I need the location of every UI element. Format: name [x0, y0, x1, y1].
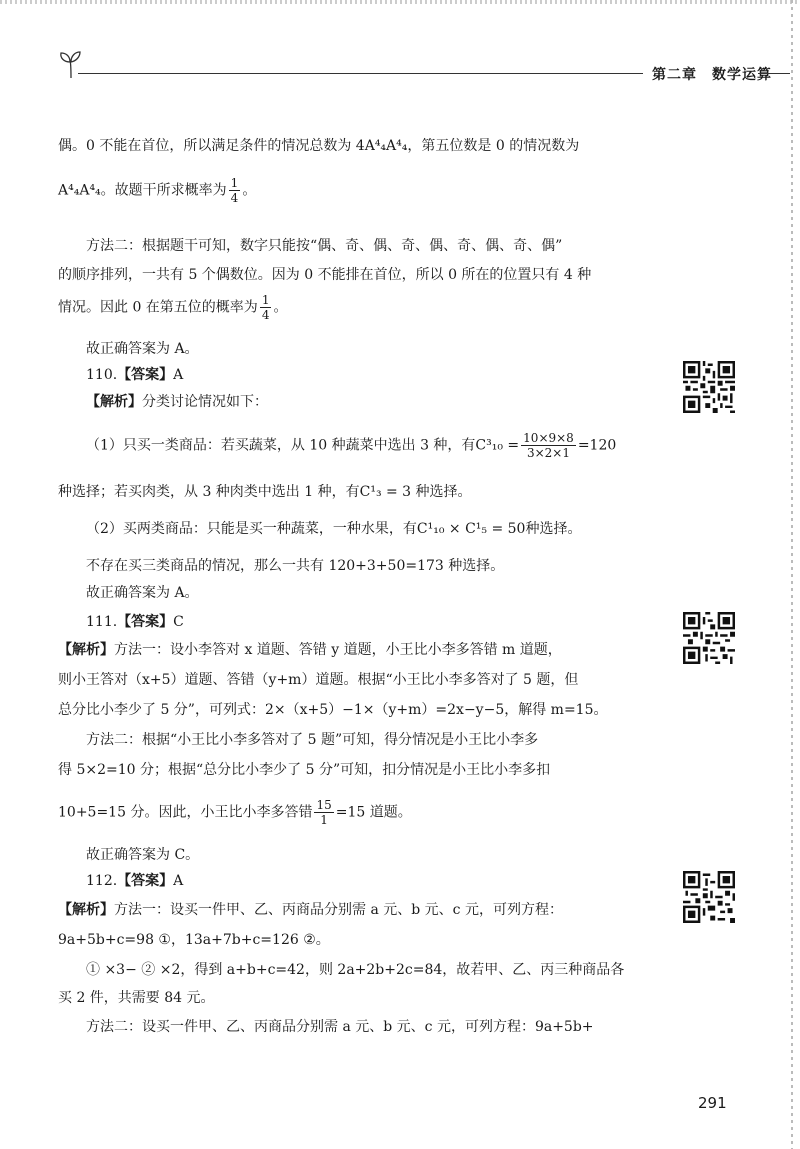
chapter-title: 第二章 数学运算	[652, 67, 772, 83]
answer-tag: 【答案】	[117, 367, 174, 383]
leaf-icon	[58, 50, 84, 80]
analysis-line	[86, 392, 268, 412]
fraction-numerator: 1	[261, 293, 270, 307]
text-line: 则小王答对（x+5）道题、答错（y+m）道题。根据“小王比小李多答对了 5 题，但	[58, 672, 579, 688]
question-number: 112.	[86, 873, 118, 889]
answer-value: C	[173, 614, 184, 630]
answer-heading	[86, 612, 184, 632]
fraction-numerator: 15	[316, 798, 332, 812]
answer-tag: 【答案】	[117, 873, 174, 889]
question-number: 110.	[86, 367, 118, 383]
analysis-tag: 【解析】	[58, 642, 114, 658]
text-span: （1）只买一类商品：若买蔬菜，从 10 种蔬菜中选出 3 种，有C³₁₀ =	[86, 437, 520, 454]
qr-code-icon[interactable]	[683, 612, 735, 664]
text-line: 种选择；若买肉类，从 3 种肉类中选出 1 种，有C¹₃ = 3 种选择。	[58, 484, 472, 500]
fraction	[260, 293, 272, 322]
text-line: 方法二：根据题干可知，数字只能按“偶、奇、偶、奇、偶、奇、偶、奇、偶”	[86, 238, 563, 254]
answer-value: A	[173, 367, 184, 383]
fraction-numerator: 1	[230, 176, 239, 190]
answer-value: A	[173, 873, 184, 889]
text-span: 情况。因此 0 在第五位的概率为	[58, 299, 258, 316]
text-line	[58, 293, 287, 322]
text-line: 偶。0 不能在首位，所以满足条件的情况总数为 4A⁴₄A⁴₄，第五位数是 0 的情况数为	[58, 138, 580, 154]
text-line: 总分比小李少了 5 分”，可列式：2×（x+5）−1×（y+m）=2x−y−5，解得 m=15。	[58, 702, 608, 718]
fraction	[229, 176, 241, 205]
text-line: ① ×3− ② ×2，得到 a+b+c=42，则 2a+2b+2c=84，故若甲、乙、丙三种商品各	[86, 962, 625, 978]
text-span: 。	[273, 299, 288, 316]
text-span: 方法一：设小李答对 x 道题、答错 y 道题，小王比小李多答错 m 道题，	[114, 642, 562, 658]
header-rule	[78, 73, 643, 74]
page-number: 291	[698, 1094, 727, 1112]
analysis-line	[58, 900, 563, 920]
text-line: 故正确答案为 C。	[86, 847, 200, 863]
text-span: 方法一：设买一件甲、乙、丙商品分别需 a 元、b 元、c 元，可列方程：	[114, 902, 563, 918]
question-number: 111.	[86, 614, 118, 630]
analysis-tag: 【解析】	[58, 902, 114, 918]
text-line: 得 5×2=10 分；根据“总分比小李少了 5 分”可知，扣分情况是小王比小李多扣	[58, 762, 551, 778]
text-line	[58, 176, 256, 205]
text-span: 分类讨论情况如下：	[142, 394, 268, 410]
text-span: 10+5=15 分。因此，小王比小李多答错	[58, 804, 313, 821]
text-line: 不存在买三类商品的情况，那么一共有 120+3+50=173 种选择。	[86, 558, 505, 574]
fraction-denominator: 4	[230, 191, 239, 205]
text-line: 9a+5b+c=98 ①，13a+7b+c=126 ②。	[58, 932, 330, 948]
analysis-tag: 【解析】	[86, 394, 142, 410]
text-span: 。	[242, 182, 257, 199]
text-line	[86, 431, 616, 460]
analysis-line	[58, 640, 562, 660]
fraction	[314, 798, 333, 827]
qr-code-icon[interactable]	[683, 871, 735, 923]
qr-code-icon[interactable]	[683, 361, 735, 413]
text-line: 故正确答案为 A。	[86, 585, 199, 601]
text-line	[58, 798, 412, 827]
fraction-denominator: 4	[261, 308, 270, 322]
scan-right-edge	[791, 0, 793, 1149]
text-line: 故正确答案为 A。	[86, 341, 199, 357]
fraction	[521, 431, 576, 460]
fraction-denominator: 1	[320, 813, 328, 827]
text-line: 方法二：设买一件甲、乙、丙商品分别需 a 元、b 元、c 元，可列方程：9a+5b+	[86, 1019, 594, 1035]
running-header	[58, 50, 788, 90]
answer-heading	[86, 365, 183, 385]
answer-tag: 【答案】	[117, 614, 174, 630]
text-line: 方法二：根据“小王比小李多答对了 5 题”可知，得分情况是小王比小李多	[86, 732, 539, 748]
answer-heading	[86, 871, 183, 891]
text-line: （2）买两类商品：只能是买一种蔬菜，一种水果，有C¹₁₀ × C¹₅ = 50种选择。	[86, 521, 582, 537]
header-rule-end	[758, 73, 790, 74]
text-span: =120	[577, 437, 617, 454]
scan-top-edge	[0, 0, 800, 4]
fraction-denominator: 3×2×1	[526, 446, 570, 460]
text-line: 的顺序排列，一共有 5 个偶数位。因为 0 不能排在首位，所以 0 所在的位置只有 4 种	[58, 267, 592, 283]
text-span: A⁴₄A⁴₄。故题干所求概率为	[58, 182, 227, 199]
text-span: =15 道题。	[335, 804, 412, 821]
fraction-numerator: 10×9×8	[523, 431, 574, 445]
text-line: 买 2 件，共需要 84 元。	[58, 990, 215, 1006]
